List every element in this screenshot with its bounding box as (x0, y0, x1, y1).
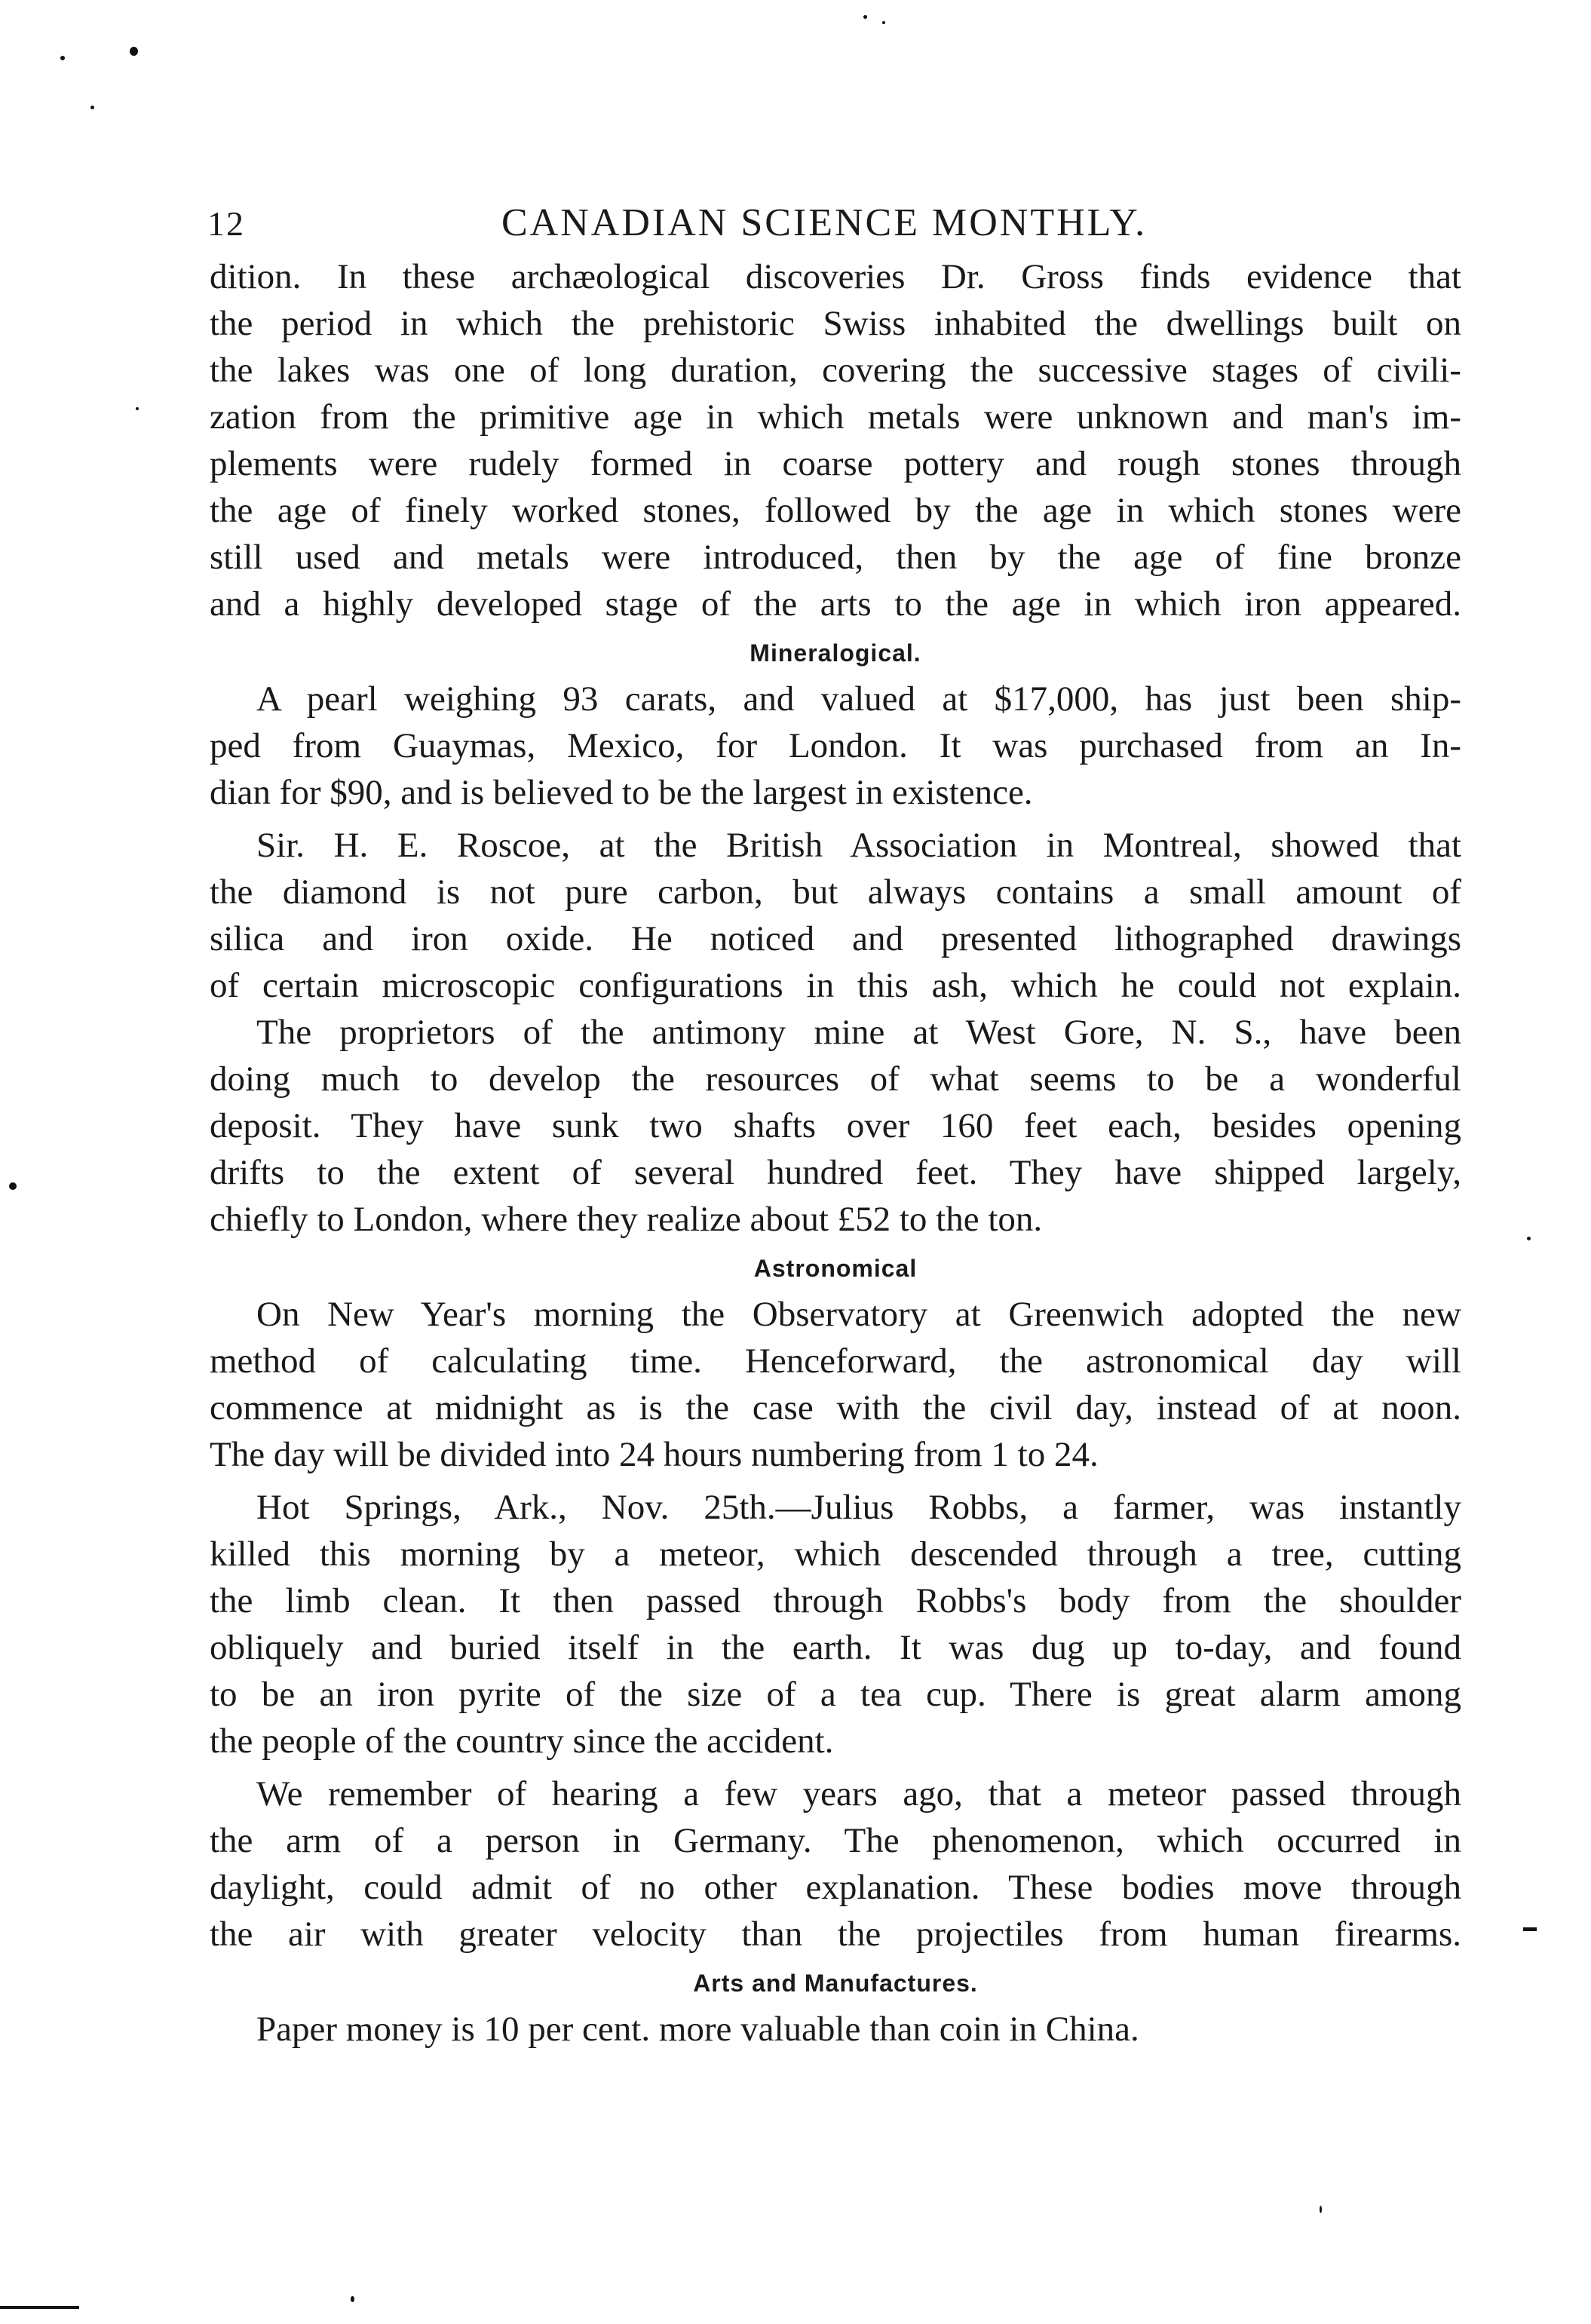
scan-speck (9, 1182, 17, 1190)
text-line: Sir. H. E. Roscoe, at the British Association in Montreal, showed that (256, 826, 1461, 865)
text-line: chiefly to London, where they realize about £52 to the ton. (210, 1200, 1043, 1239)
scan-speck (1320, 2206, 1322, 2213)
text-line: Paper money is 10 per cent. more valuable than coin in China. (256, 2010, 1139, 2049)
paragraph-meteor-germany (210, 1771, 1461, 1958)
paragraph-greenwich (210, 1291, 1461, 1478)
paragraph-antimony (210, 1009, 1461, 1243)
page-header (207, 201, 1482, 256)
text-line: The day will be divided into 24 hours numbering from 1 to 24. (210, 1435, 1099, 1474)
text-line: the period in which the prehistoric Swiss inhabited the dwellings built on (210, 304, 1461, 343)
text-line: On New Year's morning the Observatory at Greenwich adopted the new (256, 1295, 1461, 1334)
section-heading-mineralogical: Mineralogical. (750, 639, 921, 667)
text-line: A pearl weighing 93 carats, and valued at $17,000, has just been ship- (256, 679, 1461, 719)
scan-edge-mark (1523, 1927, 1537, 1931)
running-title: CANADIAN SCIENCE MONTHLY. (501, 201, 1148, 244)
paragraph-pearl (210, 676, 1461, 816)
scan-edge-mark (0, 2306, 79, 2309)
scan-speck (1527, 1237, 1531, 1240)
text-line: daylight, could admit of no other explanation. These bodies move through (210, 1868, 1461, 1907)
section-heading-arts: Arts and Manufactures. (693, 1970, 978, 1997)
section-heading-astronomical: Astronomical (753, 1255, 918, 1282)
scan-speck (130, 47, 138, 56)
text-line: Hot Springs, Ark., Nov. 25th.—Julius Robbs, a farmer, was instantly (256, 1488, 1461, 1527)
text-line: ped from Guaymas, Mexico, for London. It was purchased from an In- (210, 726, 1461, 765)
paragraph-archaeology (210, 253, 1461, 627)
text-line: the age of finely worked stones, followed by the age in which stones were (210, 491, 1461, 530)
scan-speck (863, 15, 867, 19)
paragraph-paper-money (210, 2006, 1461, 2053)
scan-speck (90, 106, 94, 109)
paragraph-diamond (210, 822, 1461, 1009)
text-line: plements were rudely formed in coarse pottery and rough stones through (210, 444, 1461, 483)
text-line: deposit. They have sunk two shafts over 160 feet each, besides opening (210, 1106, 1461, 1145)
text-line: zation from the primitive age in which metals were unknown and man's im- (210, 397, 1461, 437)
paragraph-hot-springs (210, 1484, 1461, 1764)
text-line: method of calculating time. Henceforward, the astronomical day will (210, 1341, 1461, 1381)
scan-speck (136, 407, 139, 410)
article-body (210, 253, 1461, 2053)
text-line: still used and metals were introduced, then by the age of fine bronze (210, 538, 1461, 577)
text-line: to be an iron pyrite of the size of a tea cup. There is great alarm among (210, 1675, 1461, 1714)
text-line: of certain microscopic configurations in this ash, which he could not explain. (210, 966, 1461, 1005)
scan-speck (60, 56, 65, 60)
text-line: The proprietors of the antimony mine at West Gore, N. S., have been (256, 1013, 1461, 1052)
text-line: the arm of a person in Germany. The phenomenon, which occurred in (210, 1821, 1461, 1860)
text-line: the air with greater velocity than the projectiles from human firearms. (210, 1915, 1461, 1954)
text-line: dian for $90, and is believed to be the largest in existence. (210, 773, 1033, 812)
page-number: 12 (207, 204, 245, 243)
text-line: the people of the country since the accident. (210, 1722, 834, 1761)
text-line: killed this morning by a meteor, which descended through a tree, cutting (210, 1535, 1461, 1574)
text-line: the lakes was one of long duration, covering the successive stages of civili- (210, 351, 1461, 390)
text-line: the limb clean. It then passed through Robbs's body from the shoulder (210, 1581, 1461, 1620)
text-line: drifts to the extent of several hundred feet. They have shipped largely, (210, 1153, 1461, 1192)
text-line: commence at midnight as is the case with the civil day, instead of at noon. (210, 1388, 1461, 1427)
text-line: obliquely and buried itself in the earth. It was dug up to-day, and found (210, 1628, 1461, 1667)
text-line: dition. In these archæological discoveries Dr. Gross finds evidence that (210, 257, 1461, 296)
text-line: the diamond is not pure carbon, but always contains a small amount of (210, 872, 1461, 912)
scan-speck (351, 2296, 354, 2302)
text-line: and a highly developed stage of the arts to the age in which iron appeared. (210, 584, 1461, 624)
text-line: silica and iron oxide. He noticed and presented lithographed drawings (210, 919, 1461, 958)
scan-speck (882, 21, 885, 24)
text-line: doing much to develop the resources of what seems to be a wonderful (210, 1059, 1461, 1099)
text-line: We remember of hearing a few years ago, that a meteor passed through (256, 1774, 1461, 1814)
